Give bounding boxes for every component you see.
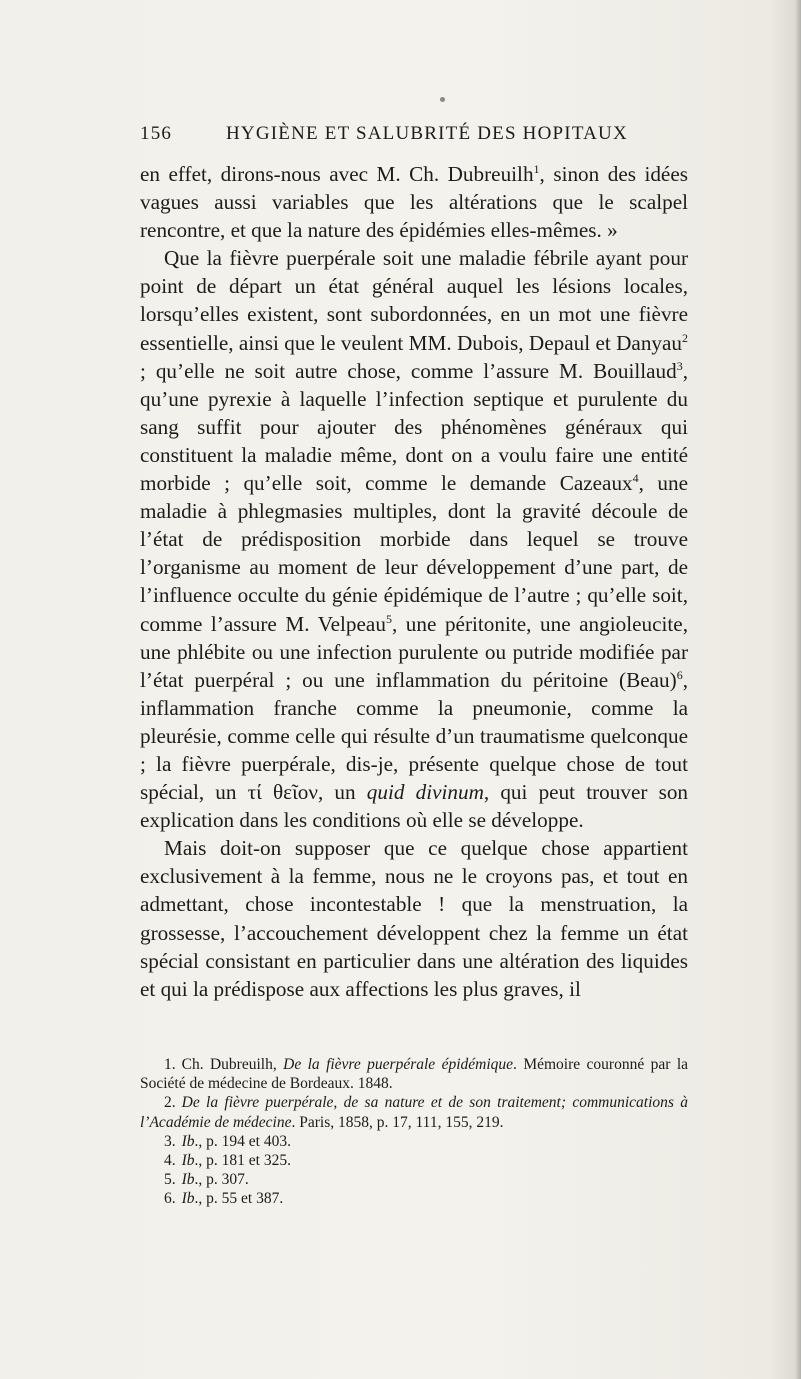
text-run: Ch. Dubreuilh,	[181, 1056, 284, 1073]
footnote-title: De la fièvre puerpérale, de sa nature et de son traitement; communications à l’Académie de médecine	[140, 1094, 688, 1131]
footnote-title: De la fièvre puerpérale épidémique	[283, 1056, 514, 1073]
text-run: ., p. 181 et 325.	[194, 1152, 291, 1170]
footnote-number: 4.	[164, 1152, 176, 1170]
text-run: , qu’une pyrexie à laquelle l’infection septique et purulente du sang suffit pour ajouter des phénomènes généraux qui constituent la maladie même, dont on a voulu faire une entité morbide ; qu’elle soit, comme le demande Cazeaux	[140, 358, 688, 496]
text-run: , sinon des idées vagues aussi variables que les altérations que le scalpel rencontre, et que la nature des épidémies elles-mêmes. »	[140, 162, 688, 243]
footnote-title: Ib	[181, 1152, 195, 1170]
text-run: ., p. 307.	[194, 1171, 249, 1189]
footnote-2	[140, 1093, 688, 1131]
footnote-number: 3.	[164, 1132, 176, 1150]
paragraph-3: Mais doit-on supposer que ce quelque chose appartient exclusivement à la femme, nous ne le croyons pas, et tout en admettant, chose incontestable ! que la menstruation, la grossesse, l’accouchement développent chez la femme un état spécial consistant en particulier dans une altération des liquides et qui la prédispose aux affections les plus graves, il	[140, 836, 688, 1001]
text-run: , qui peut trouver son explication dans les conditions où elle se développe.	[140, 780, 689, 833]
text-run: , inflammation franche comme la pneumonie, comme la pleurésie, comme celle qui résulte d’un traumatisme quelconque ; la fièvre puerpérale, dis-je, présente quelque chose de tout spécial, un	[140, 667, 688, 805]
footnote-title: Ib	[181, 1190, 195, 1208]
footnote-3	[140, 1132, 688, 1151]
footnote-title: Ib	[181, 1171, 195, 1189]
footnote-number: 2.	[164, 1094, 176, 1112]
footnote-4	[140, 1151, 688, 1170]
text-run: Que la fièvre puerpérale soit une maladie fébrile ayant pour point de départ un état général auquel les lésions locales, lorsqu’elles existent, sont subordonnées, en un mot une fièvre essentielle, ainsi que le veulent MM. Dubois, Depaul et Danyau	[140, 246, 688, 355]
ink-speck	[440, 97, 445, 102]
footnote-ref: 3	[676, 358, 683, 373]
page-number: 156	[140, 123, 173, 144]
text-run: , une péritonite, une angioleucite, une phlébite ou une infection purulente ou putride modifiée par l’état puerpéral ; ou une inflammation du péritoine (Beau)	[140, 611, 688, 692]
running-header	[140, 123, 685, 147]
footnote-1	[140, 1055, 688, 1093]
paragraph-1	[140, 160, 688, 244]
footnote-5	[140, 1170, 688, 1189]
text-run: , un	[317, 780, 367, 805]
text-run: ., p. 55 et 387.	[194, 1190, 284, 1208]
footnote-title: Ib	[181, 1132, 195, 1150]
text-run: . Mémoire couronné par la Société de médecine de Bordeaux. 1848.	[140, 1056, 689, 1093]
text-run: en effet, dirons-nous avec M. Ch. Dubreuilh	[140, 162, 534, 186]
text-run: ; qu’elle ne soit autre chose, comme l’assure M. Bouillaud	[140, 358, 677, 383]
footnote-number: 6.	[164, 1190, 176, 1208]
text-run: , une maladie à phlegmasies multiples, dont la gravité découle de l’état de prédisposition morbide dans lequel se trouve l’organisme au moment de leur développement d’une part, de l’influence occulte du génie épidémique de l’autre ; qu’elle soit, comme l’assure M. Velpeau	[140, 471, 689, 636]
main-text	[140, 160, 688, 1003]
footnote-6	[140, 1189, 688, 1208]
footnote-ref: 4	[632, 470, 639, 485]
footnote-ref: 1	[533, 161, 540, 176]
footnote-number: 1.	[164, 1056, 176, 1073]
footnote-ref: 5	[385, 611, 392, 626]
paragraph-2	[140, 244, 688, 834]
footnote-number: 5.	[164, 1171, 176, 1189]
running-title: HYGIÈNE ET SALUBRITÉ DES HOPITAUX	[226, 123, 628, 144]
footnote-ref: 2	[682, 330, 688, 345]
greek-phrase: τί θεῖον	[247, 780, 318, 805]
page-edge-shadow	[795, 0, 801, 1379]
text-run: . Paris, 1858, p. 17, 111, 155, 219.	[291, 1113, 504, 1131]
footnotes	[140, 1055, 688, 1209]
text-run: ., p. 194 et 403.	[194, 1132, 291, 1150]
footnote-ref: 6	[676, 667, 683, 682]
latin-phrase: quid divinum	[366, 780, 484, 805]
